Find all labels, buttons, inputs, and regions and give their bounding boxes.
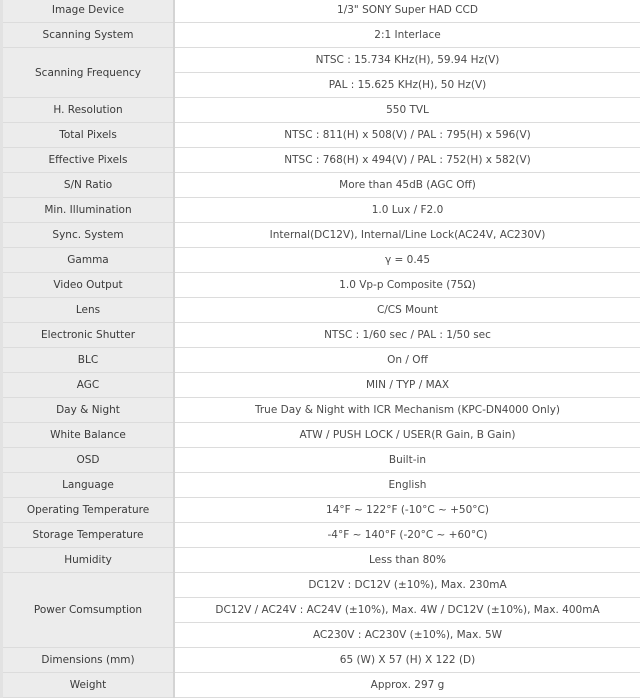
spec-row	[2, 323, 640, 348]
spec-value: 65 (W) X 57 (H) X 122 (D)	[174, 648, 640, 673]
spec-value: English	[174, 473, 640, 498]
spec-row	[2, 373, 640, 398]
spec-label: Electronic Shutter	[2, 323, 175, 348]
spec-row	[2, 123, 640, 148]
spec-label: BLC	[2, 348, 175, 373]
spec-table-body	[2, 0, 640, 698]
spec-value: 1.0 Vp-p Composite (75Ω)	[174, 273, 640, 298]
spec-label: Image Device	[2, 0, 175, 23]
spec-row	[2, 423, 640, 448]
spec-label: Dimensions (mm)	[2, 648, 175, 673]
spec-label: Weight	[2, 673, 175, 698]
spec-label: Min. Illumination	[2, 198, 175, 223]
spec-row	[2, 198, 640, 223]
spec-label: H. Resolution	[2, 98, 175, 123]
spec-label: Scanning Frequency	[2, 48, 175, 98]
spec-row	[2, 48, 640, 73]
spec-value: NTSC : 1/60 sec / PAL : 1/50 sec	[174, 323, 640, 348]
spec-row	[2, 248, 640, 273]
spec-value: Built-in	[174, 448, 640, 473]
spec-label: S/N Ratio	[2, 173, 175, 198]
spec-value: NTSC : 15.734 KHz(H), 59.94 Hz(V)	[174, 48, 640, 73]
spec-value: DC12V / AC24V : AC24V (±10%), Max. 4W / DC12V (±10%), Max. 400mA	[174, 598, 640, 623]
spec-row	[2, 548, 640, 573]
spec-label: Storage Temperature	[2, 523, 175, 548]
spec-value: Approx. 297 g	[174, 673, 640, 698]
spec-label: Language	[2, 473, 175, 498]
spec-row	[2, 298, 640, 323]
spec-row	[2, 23, 640, 48]
spec-value: PAL : 15.625 KHz(H), 50 Hz(V)	[174, 73, 640, 98]
spec-row	[2, 573, 640, 598]
spec-label: Gamma	[2, 248, 175, 273]
spec-row	[2, 148, 640, 173]
spec-value: NTSC : 811(H) x 508(V) / PAL : 795(H) x 596(V)	[174, 123, 640, 148]
spec-label: Total Pixels	[2, 123, 175, 148]
spec-label: Effective Pixels	[2, 148, 175, 173]
spec-row	[2, 648, 640, 673]
spec-value: MIN / TYP / MAX	[174, 373, 640, 398]
spec-value: 1.0 Lux / F2.0	[174, 198, 640, 223]
spec-label: White Balance	[2, 423, 175, 448]
spec-row	[2, 173, 640, 198]
spec-label: Sync. System	[2, 223, 175, 248]
spec-value: -4°F ~ 140°F (-20°C ~ +60°C)	[174, 523, 640, 548]
spec-value: Internal(DC12V), Internal/Line Lock(AC24V, AC230V)	[174, 223, 640, 248]
spec-value: 550 TVL	[174, 98, 640, 123]
spec-label: AGC	[2, 373, 175, 398]
spec-label: Power Comsumption	[2, 573, 175, 648]
spec-value: γ = 0.45	[174, 248, 640, 273]
spec-row	[2, 348, 640, 373]
spec-value: True Day & Night with ICR Mechanism (KPC-DN4000 Only)	[174, 398, 640, 423]
spec-row	[2, 223, 640, 248]
spec-value: NTSC : 768(H) x 494(V) / PAL : 752(H) x 582(V)	[174, 148, 640, 173]
spec-value: ATW / PUSH LOCK / USER(R Gain, B Gain)	[174, 423, 640, 448]
spec-value: C/CS Mount	[174, 298, 640, 323]
spec-label: Scanning System	[2, 23, 175, 48]
spec-value: More than 45dB (AGC Off)	[174, 173, 640, 198]
spec-row	[2, 398, 640, 423]
spec-value: 1/3" SONY Super HAD CCD	[174, 0, 640, 23]
spec-row	[2, 523, 640, 548]
spec-row	[2, 273, 640, 298]
spec-row	[2, 448, 640, 473]
spec-value: On / Off	[174, 348, 640, 373]
spec-label: Day & Night	[2, 398, 175, 423]
spec-value: 14°F ~ 122°F (-10°C ~ +50°C)	[174, 498, 640, 523]
spec-value: AC230V : AC230V (±10%), Max. 5W	[174, 623, 640, 648]
spec-value: 2:1 Interlace	[174, 23, 640, 48]
spec-label: OSD	[2, 448, 175, 473]
spec-row	[2, 0, 640, 23]
spec-row	[2, 98, 640, 123]
spec-value: DC12V : DC12V (±10%), Max. 230mA	[174, 573, 640, 598]
spec-label: Video Output	[2, 273, 175, 298]
spec-value: Less than 80%	[174, 548, 640, 573]
spec-label: Humidity	[2, 548, 175, 573]
spec-label: Operating Temperature	[2, 498, 175, 523]
spec-label: Lens	[2, 298, 175, 323]
spec-row	[2, 498, 640, 523]
spec-row	[2, 473, 640, 498]
